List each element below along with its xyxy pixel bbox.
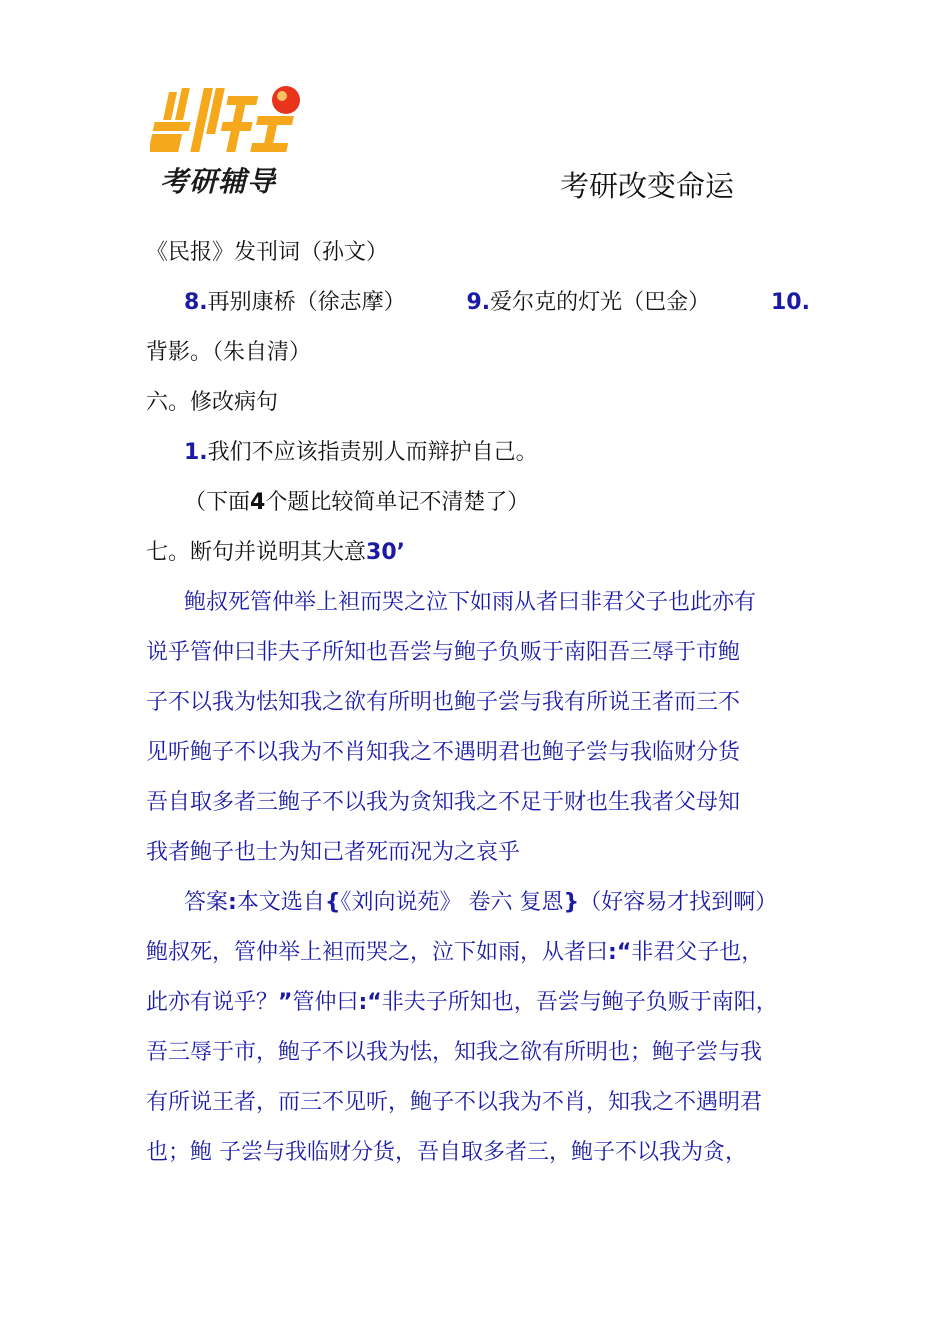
passage-line: 吾自取多者三鲍子不以我为贪知我之不足于财也生我者父母知 (146, 790, 741, 815)
passage-line: 子不以我为怯知我之欲有所明也鲍子尝与我有所说王者而三不 (146, 690, 741, 715)
passage-line: 鲍叔死管仲举上袒而哭之泣下如雨从者曰非君父子也此亦有 (184, 590, 757, 615)
passage-line: 说乎管仲曰非夫子所知也吾尝与鲍子负贩于南阳吾三辱于市鲍 (146, 640, 741, 665)
answer-line: 此亦有说乎？”管仲曰:“非夫子所知也，吾尝与鲍子负贩于南阳， (146, 990, 778, 1015)
kaicheng-logo-mark (150, 78, 310, 158)
passage-line: 我者鲍子也士为知己者死而况为之哀乎 (146, 840, 521, 865)
header-slogan: 考研改变命运 (560, 169, 735, 203)
line-text: 《民报》发刊词（孙文） (146, 240, 389, 265)
book-item-9: 9.爱尔克的灯光（巴金） (466, 290, 711, 315)
book-item-10: 10. (771, 290, 810, 315)
text-line (146, 228, 810, 278)
answer-line: 答案:本文选自{《刘向说苑》 卷六 复恩}（好容易才找到啊） (184, 890, 778, 915)
text-line: 1.我们不应该指责别人而辩护自己。 (184, 440, 538, 465)
text-line: （下面4个题比较简单记不清楚了） (184, 490, 530, 515)
kaicheng-logo (150, 78, 310, 198)
answer-line: 鲍叔死，管仲举上袒而哭之，泣下如雨，从者曰:“非君父子也， (146, 940, 764, 965)
text-line-book-list (146, 278, 810, 328)
answer-line: 有所说王者，而三不见听，鲍子不以我为不肖，知我之不遇明君 (146, 1090, 763, 1115)
passage-line: 见听鲍子不以我为不肖知我之不遇明君也鲍子尝与我临财分货 (146, 740, 741, 765)
text-line: 背影。（朱自清） (146, 340, 312, 365)
answer-line: 吾三辱于市，鲍子不以我为怯，知我之欲有所明也；鲍子尝与我 (146, 1040, 763, 1065)
section-heading-6: 六。修改病句 (146, 390, 279, 415)
logo-subtitle: 考研辅导 (160, 165, 277, 198)
section-heading-7: 七。断句并说明其大意30’ (146, 540, 405, 565)
document-body (146, 228, 810, 1178)
book-item-8: 8.再别康桥（徐志摩） (184, 290, 406, 315)
answer-line: 也；鲍 子尝与我临财分货，吾自取多者三，鲍子不以我为贪， (146, 1140, 747, 1165)
